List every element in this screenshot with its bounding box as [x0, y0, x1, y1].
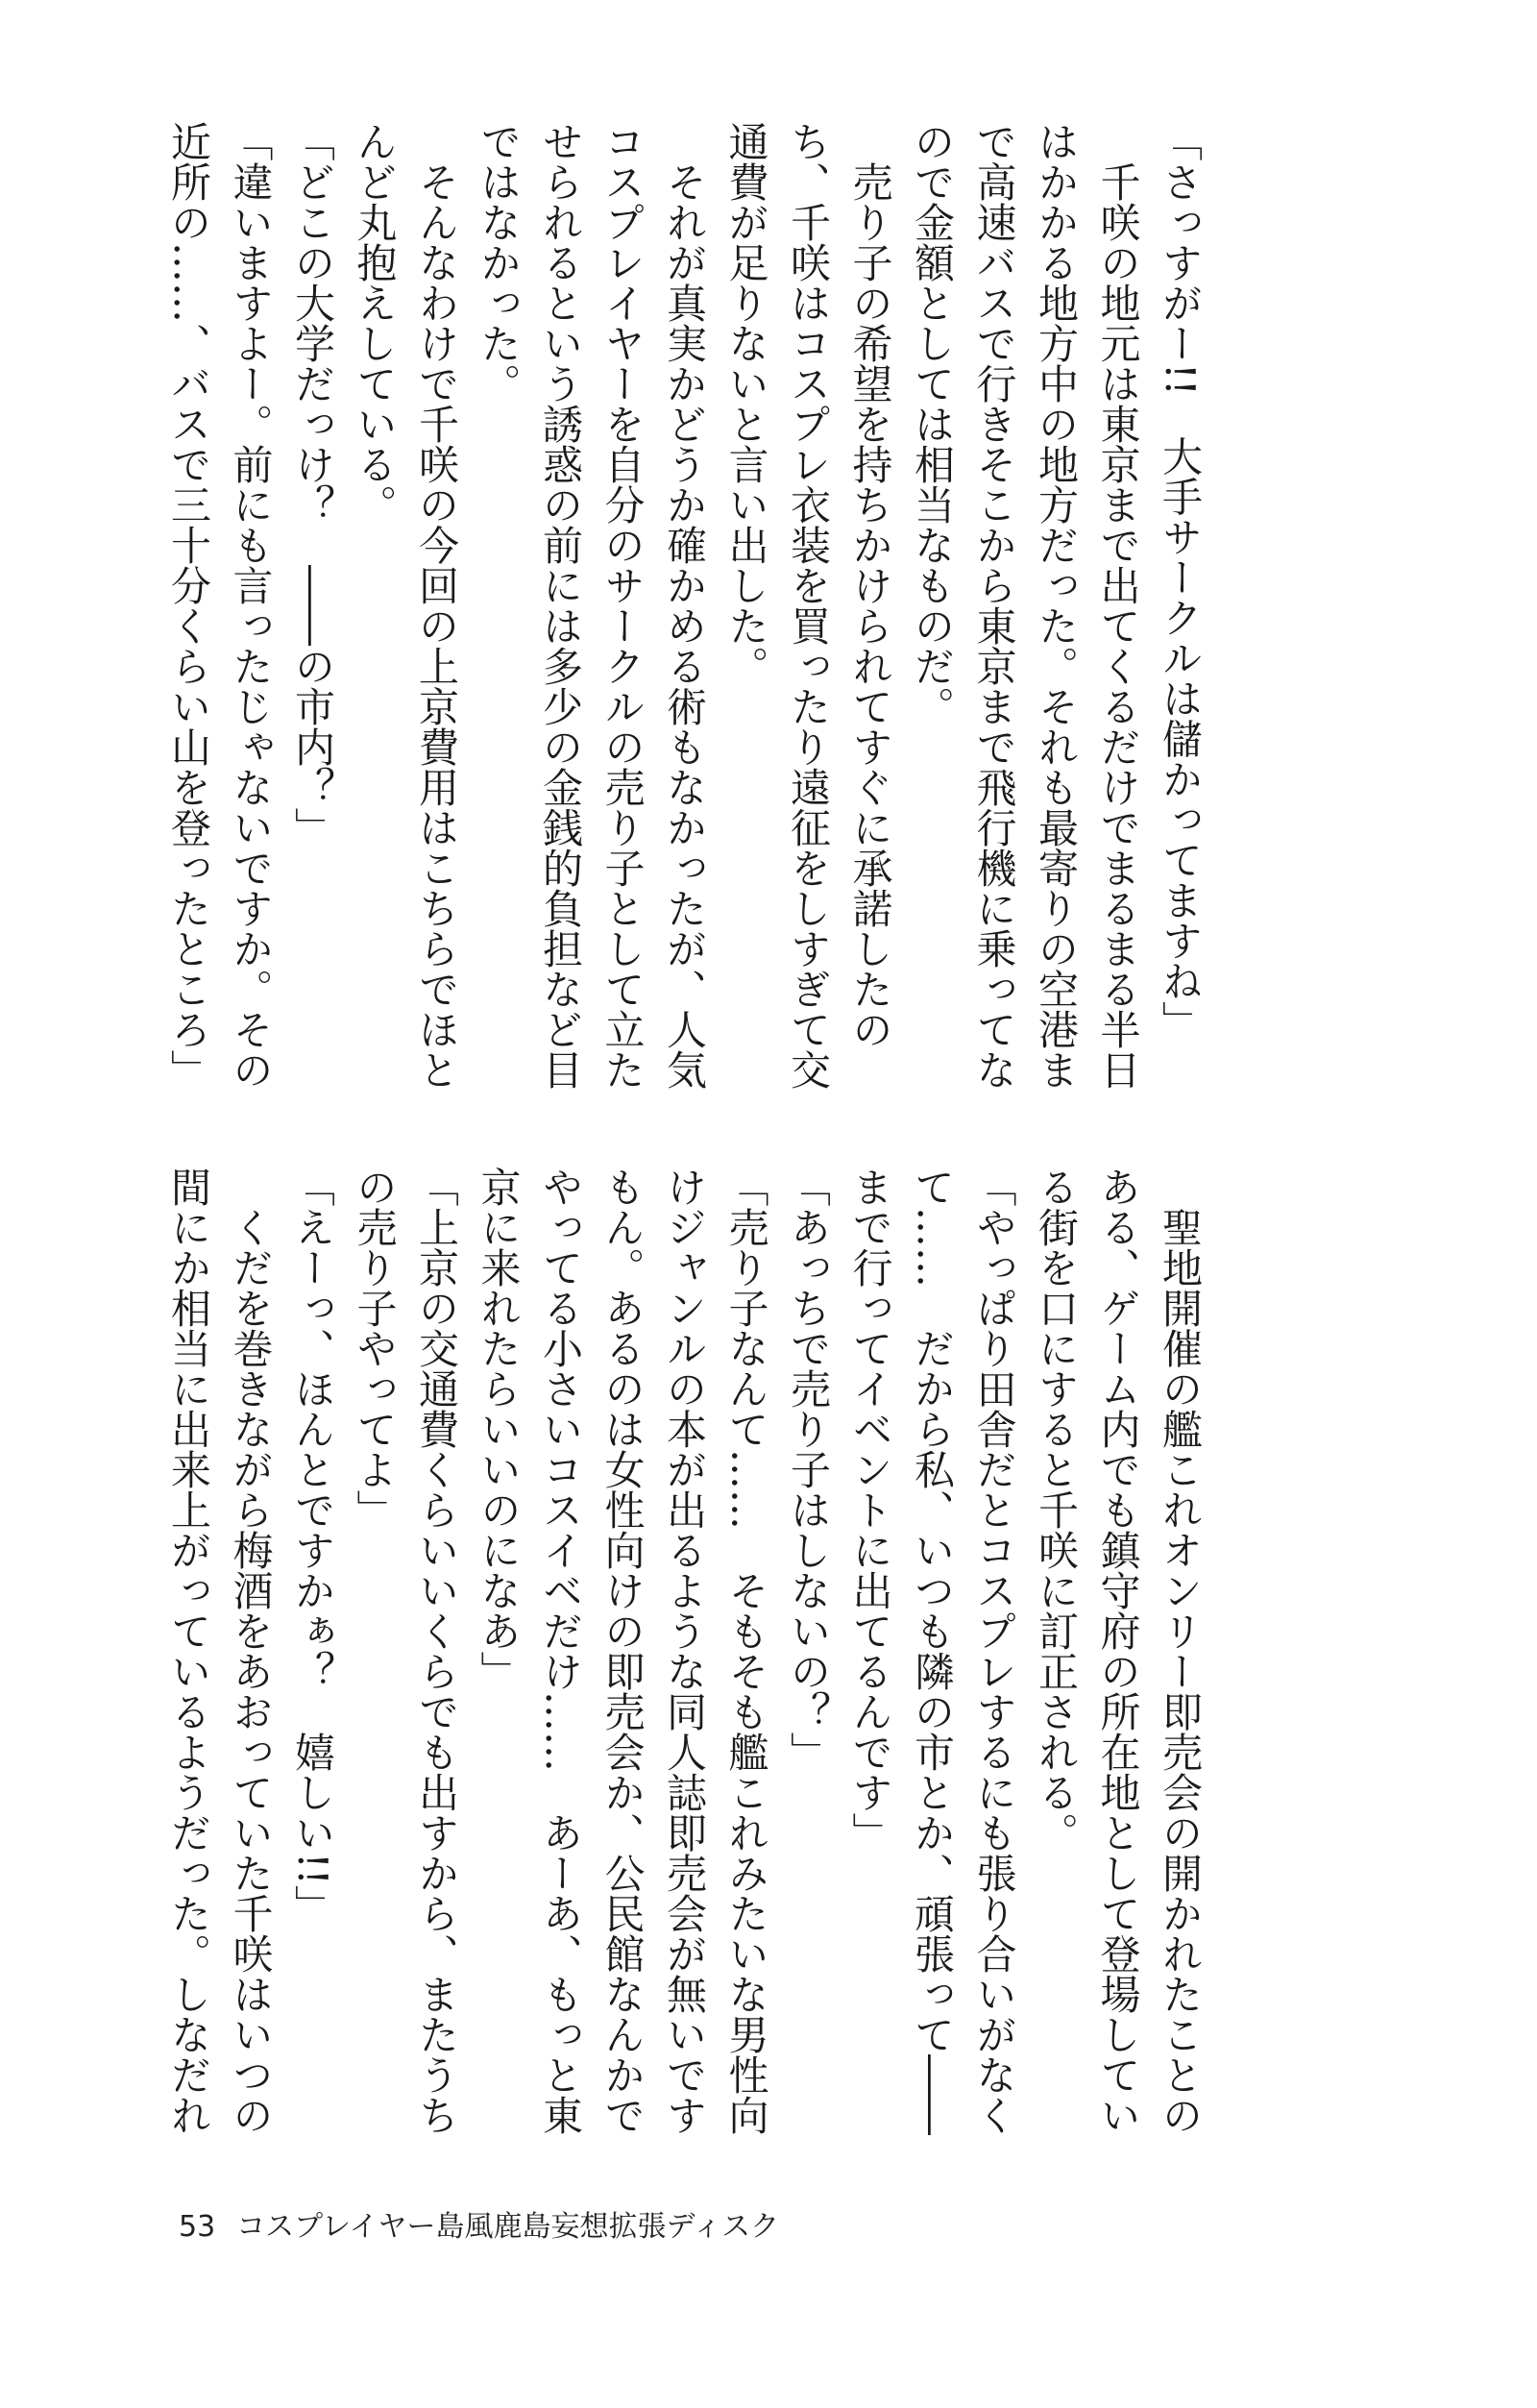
text-line: はかかる地方中の地方だった。それも最寄りの空港ま [1033, 121, 1080, 1090]
text-line: で高速バスで行きそこから東京まで飛行機に乗ってな [970, 121, 1018, 1090]
text-line: それが真実かどうか確かめる術もなかったが、人気 [661, 121, 708, 1090]
text-line: くだを巻きながら梅酒をあおっていた千咲はいつの [227, 1167, 275, 2135]
text-line: ち、千咲はコスプレ衣装を買ったり遠征をしすぎて交 [785, 121, 832, 1090]
text-line: る街を口にすると千咲に訂正される。 [1033, 1167, 1080, 1853]
text-block-top [165, 121, 1210, 1090]
text-line: 「やっぱり田舎だとコスプレするにも張り合いがなく [970, 1167, 1018, 2135]
text-line: 千咲の地元は東京まで出てくるだけでまるまる半日 [1094, 121, 1142, 1090]
text-line: 「上京の交通費くらいいくらでも出すから、またうち [413, 1167, 460, 2135]
text-line: 売り子の希望を持ちかけられてすぐに承諾したの [846, 121, 894, 1049]
text-line: 「さっすがー!! 大手サークルは儲かってますね」 [1157, 121, 1204, 1042]
text-line: まで行ってイベントに出てるんです」 [846, 1167, 894, 1853]
text-line: んど丸抱えしている。 [351, 121, 399, 525]
text-line: 通費が足りないと言い出した。 [722, 121, 770, 686]
text-line: 「えーっ、ほんとですかぁ？ 嬉しい!!」 [289, 1167, 336, 1926]
text-line: て…… だから私、いつも隣の市とか、頑張って―― [909, 1167, 956, 2135]
text-line: もん。あるのは女性向けの即売会か、公民館なんかで [598, 1167, 647, 2135]
running-title: コスプレイヤー島風鹿島妄想拡張ディスク [236, 2210, 780, 2244]
text-line: 京に来れたらいいのになあ」 [475, 1167, 523, 1691]
text-line: ある、ゲーム内でも鎮守府の所在地として登場してい [1094, 1167, 1142, 2135]
text-line: ので金額としては相当なものだ。 [909, 121, 956, 726]
text-line: せられるという誘惑の前には多少の金銭的負担など目 [537, 121, 584, 1090]
page-footer [179, 2202, 779, 2245]
text-line: 聖地開催の艦これオンリー即売会の開かれたことの [1157, 1167, 1204, 2135]
page-number: 53 [179, 2210, 216, 2244]
text-line: 「売り子なんて…… そもそも艦これみたいな男性向 [722, 1167, 770, 2135]
text-line: 間にか相当に出来上がっているようだった。しなだれ [165, 1167, 212, 2135]
text-line: 「あっちで売り子はしないの？」 [785, 1167, 832, 1772]
text-line: 「どこの大学だっけ？ ――の市内？」 [289, 121, 336, 848]
text-line: の売り子やってよ」 [351, 1167, 399, 1530]
text-line: 「違いますよー。前にも言ったじゃないですか。その [227, 121, 275, 1090]
text-line: そんなわけで千咲の今回の上京費用はこちらでほと [413, 121, 460, 1090]
text-line: けジャンルの本が出るような同人誌即売会が無いです [661, 1167, 708, 2135]
text-line: 近所の……、バスで三十分くらい山を登ったところ」 [165, 121, 212, 1090]
text-line: やってる小さいコスイベだけ…… あーあ、もっと東 [537, 1167, 584, 2135]
text-block-bottom [165, 1167, 1210, 2135]
text-line: コスプレイヤーを自分のサークルの売り子として立た [598, 121, 647, 1090]
text-line: ではなかった。 [475, 121, 523, 404]
